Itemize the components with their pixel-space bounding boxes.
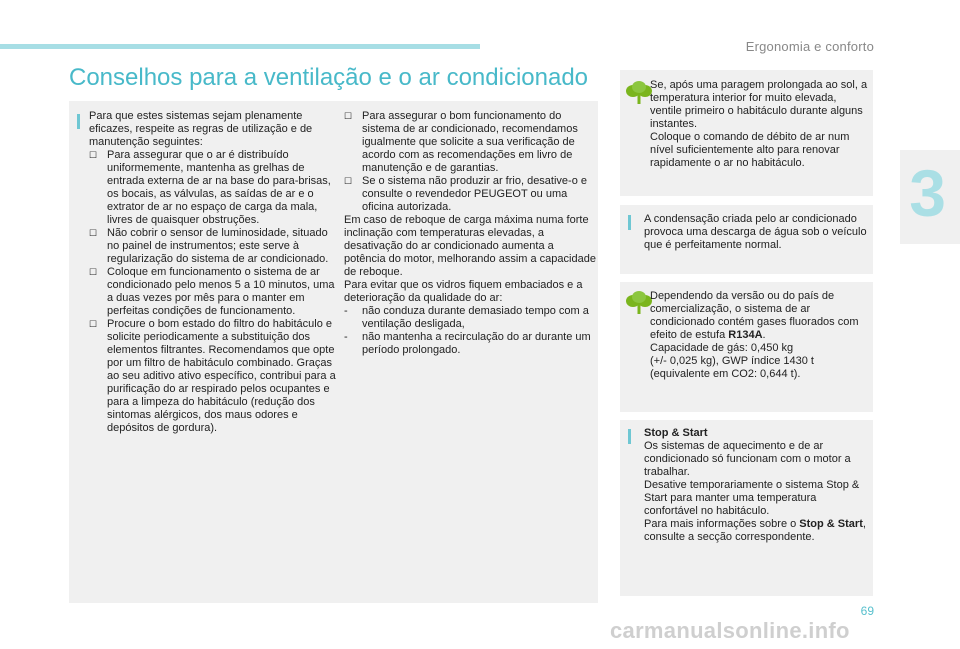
eco-tip-panel (620, 70, 873, 196)
info-bar-icon (628, 429, 631, 444)
main-column-left (89, 110, 339, 435)
stop-start-text: Stop & Start Os sistemas de aquecimento e de ar condicionado só funcionam com o motor a trabalhar. Desative temporariamente o sistema Stop & Start para manter uma temperatura confortável no habitáculo. Para mais informações sobre o Stop & Start, consulte a secção correspondente. (644, 427, 866, 543)
list-item: ☐ Coloque em funcionamento o sistema de ar condicionado pelo menos 5 a 10 minutos, uma a duas vezes por mês para o manter em perfeitas condições de funcionamento. (89, 266, 335, 317)
eco-tip-text: Se, após uma paragem prolongada ao sol, a temperatura interior for muito elevada, ventile primeiro o habitáculo durante alguns instantes. Coloque o comando de débito de ar num nível suficientemente alto para renovar rapidamente o ar no habitáculo. (650, 79, 868, 169)
intro-text: Para que estes sistemas sejam plenamente eficazes, respeite as regras de utilização e de manutenção seguintes: (89, 110, 313, 148)
list-item: ☐ Não cobrir o sensor de luminosidade, situado no painel de instrumentos; este serve à regularização do sistema de ar condicionado. (89, 227, 329, 265)
checkbox-bullet-icon: ☐ (89, 228, 98, 238)
info-panel-stop-start (620, 420, 873, 596)
list-item: ☐ Procure o bom estado do filtro do habitáculo e solicite periodicamente a substituição dos elementos filtrantes. Recomendamos que opte por um filtro de habitáculo combinado. Graças ao seu aditivo ativo específico, contribui para a purificação do ar respirado pelos ocupantes e para a limpeza do habitáculo (redução dos sintomas alérgicos, dos maus odores e depósitos de gordura). (89, 318, 336, 434)
info-panel-condensation (620, 205, 873, 274)
checkbox-bullet-icon: ☐ (344, 111, 353, 121)
page-title: Conselhos para a ventilação e o ar condicionado (69, 64, 589, 91)
info-bar-icon (628, 215, 631, 230)
watermark: carmanualsonline.info (610, 618, 850, 643)
list-item: ☐ Para assegurar o bom funcionamento do sistema de ar condicionado, recomendamos igualmente que solicite a sua verificação de acordo com as recomendações em livro de manutenção e de garantias. (344, 110, 578, 174)
eco-gas-panel (620, 282, 873, 412)
chapter-number: 3 (909, 156, 946, 230)
info-bar-icon (77, 114, 80, 129)
list-item: - não mantenha a recirculação do ar durante um período prolongado. (344, 331, 591, 356)
page-number: 69 (860, 604, 874, 618)
checkbox-bullet-icon: ☐ (89, 319, 98, 329)
list-item: - não conduza durante demasiado tempo com a ventilação desligada, (344, 305, 589, 330)
header-accent-bar (0, 44, 480, 49)
checkbox-bullet-icon: ☐ (344, 176, 353, 186)
windows-intro-text: Para evitar que os vidros fiquem embaciados e a deterioração da qualidade do ar: (344, 279, 583, 304)
checkbox-bullet-icon: ☐ (89, 150, 98, 160)
checkbox-bullet-icon: ☐ (89, 267, 98, 277)
gas-text: Dependendo da versão ou do país de comercialização, o sistema de ar condicionado contém gases fluorados com efeito de estufa R134A. Capacidade de gás: 0,450 kg (+/- 0,025 kg), GWP índice 1430 t (equivalente em CO2: 0,644 t). (650, 290, 859, 380)
list-item: ☐ Para assegurar que o ar é distribuído uniformemente, mantenha as grelhas de entrada externa de ar na base do para-brisas, os bocais, as válvulas, as saídas de ar e o extrator de ar no espaço de carga da mala, livres de quaisquer obstruções. (89, 149, 331, 226)
condensation-text: A condensação criada pelo ar condicionado provoca uma descarga de água sob o veículo que é perfeitamente normal. (644, 213, 867, 251)
main-info-panel (69, 101, 598, 603)
towing-text: Em caso de reboque de carga máxima numa forte inclinação com temperaturas elevadas, a desativação do ar condicionado aumenta a potência do motor, melhorando assim a capacidade de reboque. (344, 214, 596, 278)
list-item: ☐ Se o sistema não produzir ar frio, desative-o e consulte o revendedor PEUGEOT ou uma oficina autorizada. (344, 175, 588, 213)
main-column-right (344, 110, 596, 357)
section-title: Ergonomia e conforto (745, 39, 874, 54)
